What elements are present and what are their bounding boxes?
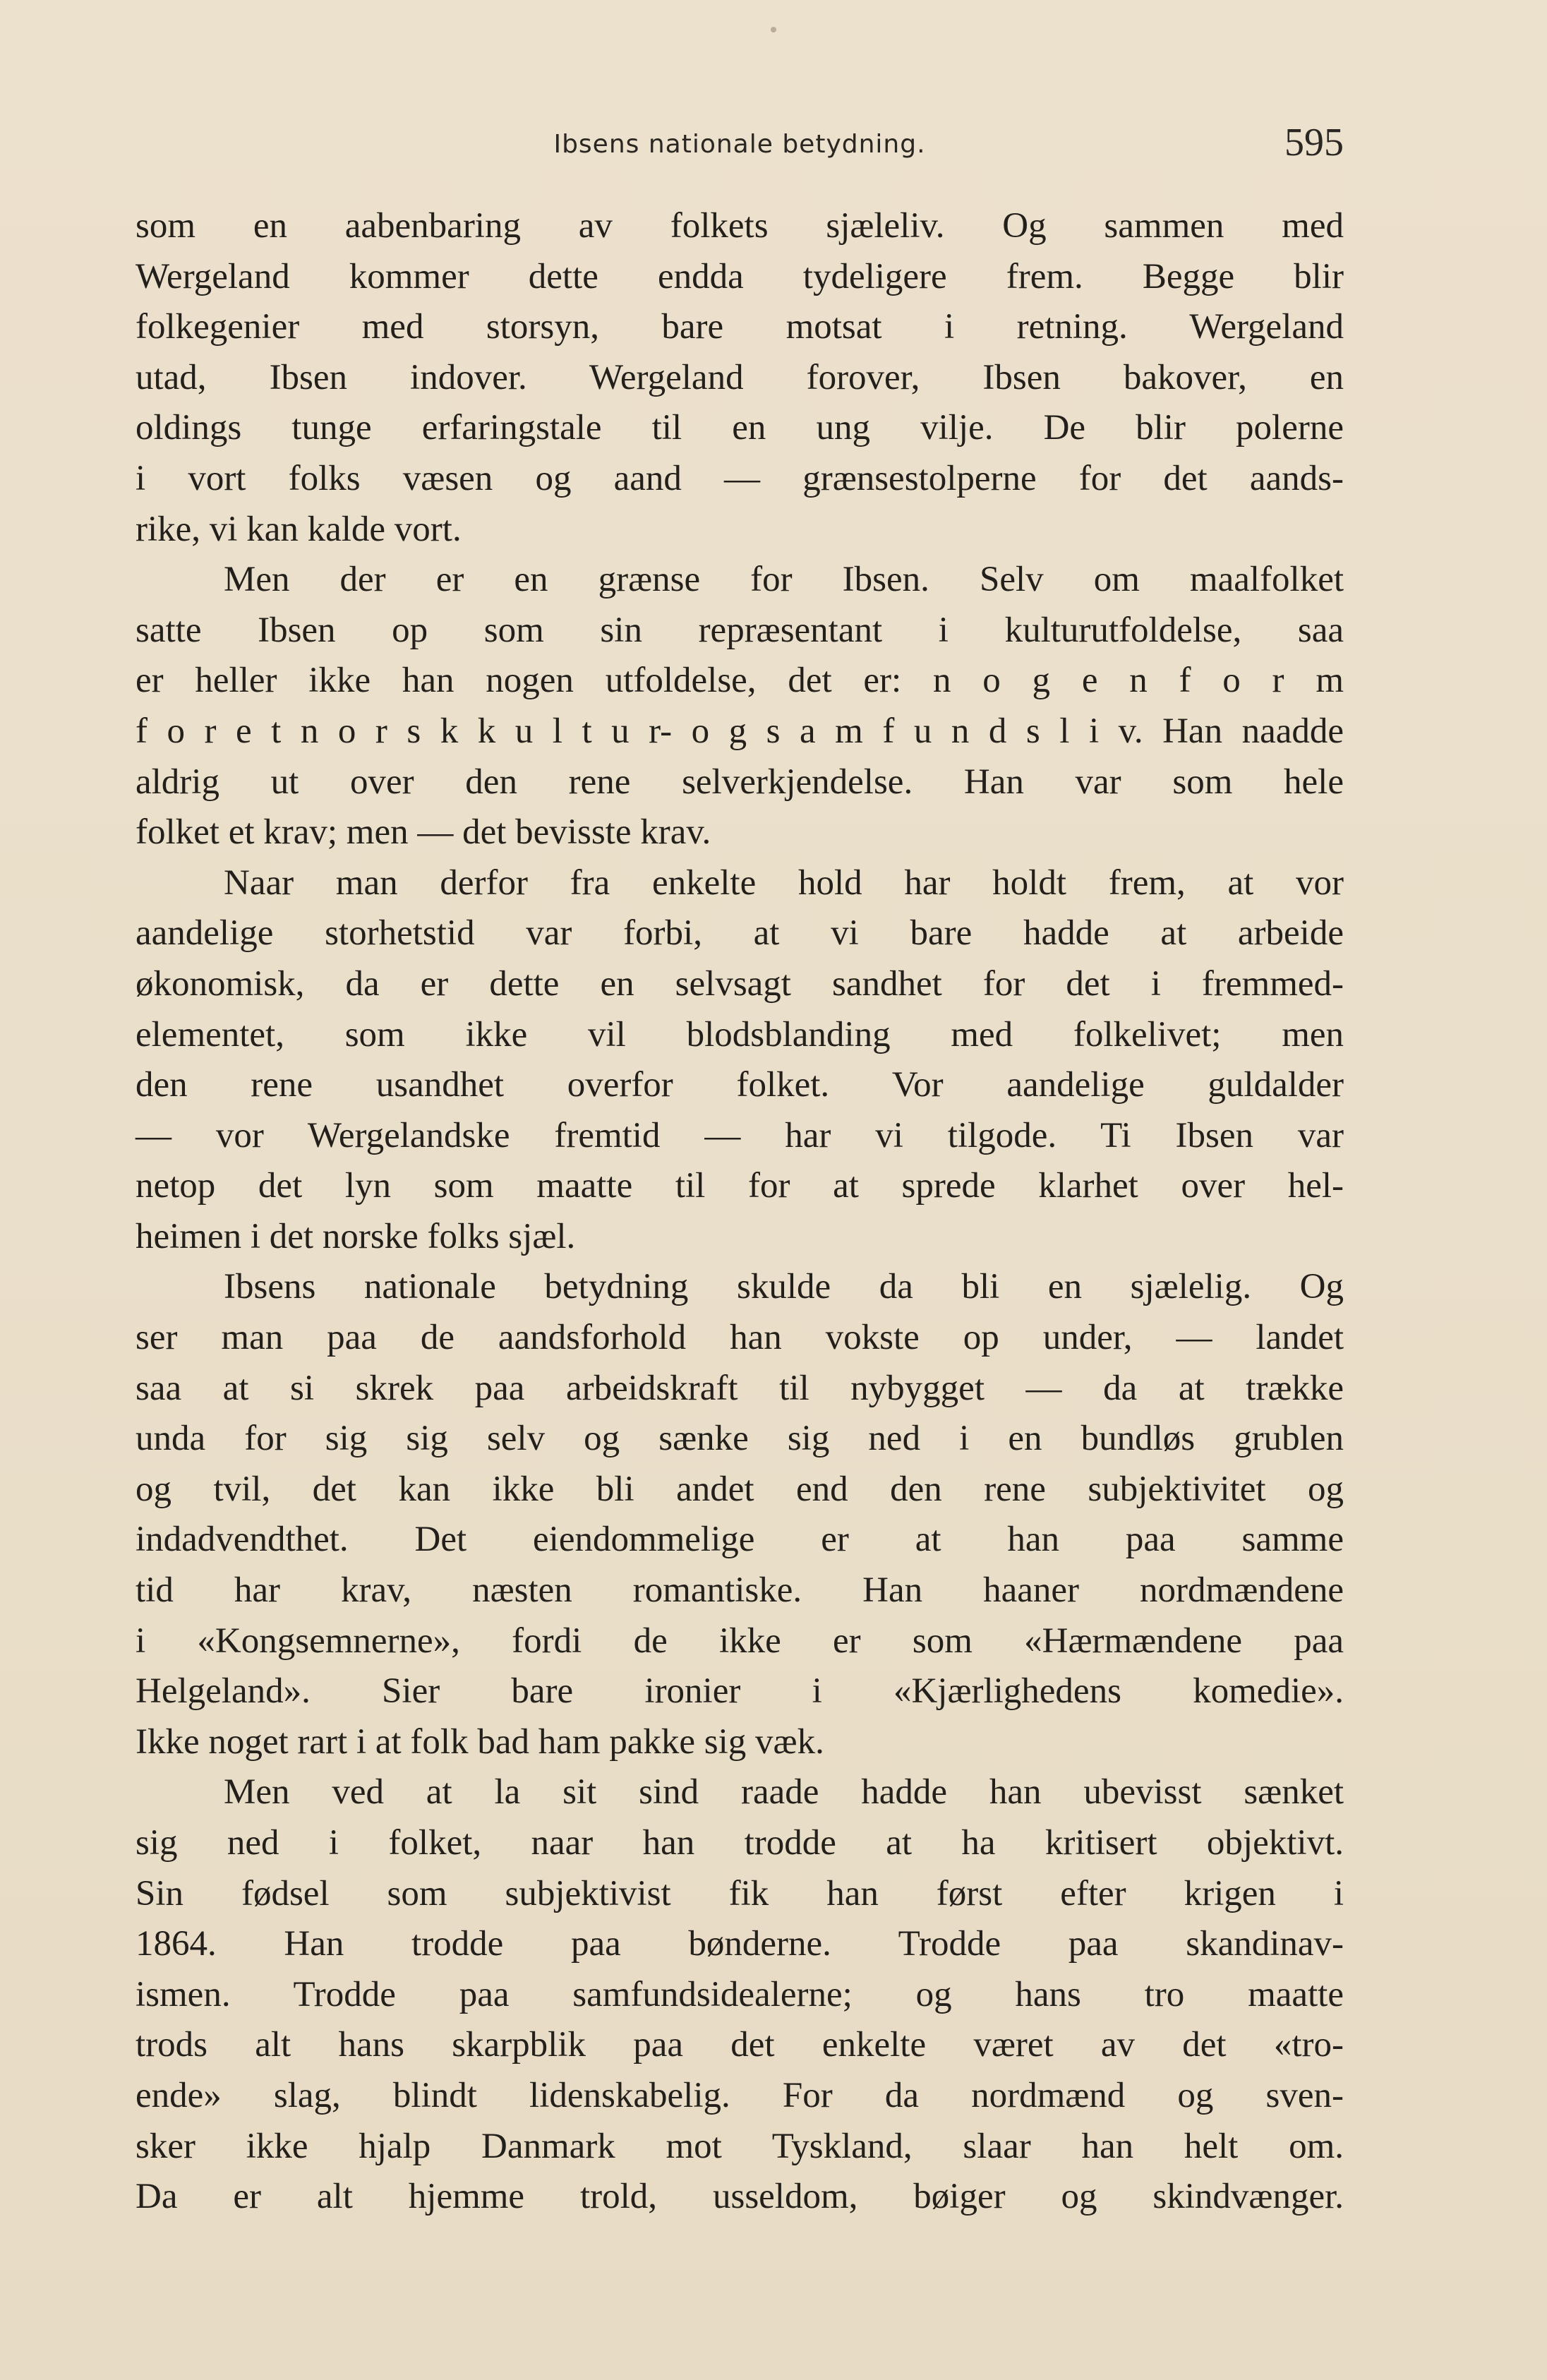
text-line: utad, Ibsen indover. Wergeland forover, Ibsen bakover, en [136, 357, 1344, 397]
text-line: 1864. Han trodde paa bønderne. Trodde paa skandinav- [136, 1924, 1344, 1964]
text-line: Helgeland». Sier bare ironier i «Kjærlighedens komedie». [136, 1671, 1344, 1712]
body-text [136, 201, 1344, 2223]
text-line: oldings tunge erfaringstale til en ung vilje. De blir polerne [136, 408, 1344, 448]
text-line: elementet, som ikke vil blodsblanding med folkelivet; men [136, 1014, 1344, 1054]
text-line: sig ned i folket, naar han trodde at ha kritisert objektivt. [136, 1823, 1344, 1863]
text-line: Ibsens nationale betydning skulde da bli en sjælelig. Og [224, 1267, 1344, 1307]
text-line: i vort folks væsen og aand — grænsestolperne for det aands- [136, 458, 1344, 498]
page-number: 595 [1284, 121, 1344, 164]
text-line: i «Kongsemnerne», fordi de ikke er som «Hærmændene paa [136, 1621, 1344, 1661]
text-line: — vor Wergelandske fremtid — har vi tilgode. Ti Ibsen var [136, 1115, 1344, 1155]
text-line: folkegenier med storsyn, bare motsat i retning. Wergeland [136, 307, 1344, 347]
text-line: heimen i det norske folks sjæl. [136, 1216, 576, 1256]
text-line: f o r e t n o r s k k u l t u r- o g s a m f u n d s l i v. Han naadde [136, 711, 1344, 751]
text-line: Men ved at la sit sind raade hadde han ubevisst sænket [224, 1772, 1344, 1813]
text-line: Sin fødsel som subjektivist fik han først efter krigen i [136, 1873, 1344, 1913]
text-line: Ikke noget rart i at folk bad ham pakke sig væk. [136, 1721, 824, 1762]
text-line: og tvil, det kan ikke bli andet end den rene subjektivitet og [136, 1469, 1344, 1509]
print-speck [771, 27, 776, 32]
text-line: som en aabenbaring av folkets sjæleliv. Og sammen med [136, 206, 1344, 246]
text-line: netop det lyn som maatte til for at sprede klarhet over hel- [136, 1166, 1344, 1206]
text-line: sker ikke hjalp Danmark mot Tyskland, slaar han helt om. [136, 2126, 1344, 2166]
text-line: rike, vi kan kalde vort. [136, 509, 462, 549]
text-line: satte Ibsen op som sin repræsentant i kulturutfoldelse, saa [136, 610, 1344, 650]
text-line: tid har krav, næsten romantiske. Han haaner nordmændene [136, 1570, 1344, 1611]
text-line: trods alt hans skarpblik paa det enkelte været av det «tro- [136, 2025, 1344, 2065]
text-line: ismen. Trodde paa samfundsidealerne; og hans tro maatte [136, 1974, 1344, 2014]
text-line: Naar man derfor fra enkelte hold har holdt frem, at vor [224, 863, 1344, 903]
text-line: indadvendthet. Det eiendommelige er at han paa samme [136, 1520, 1344, 1560]
text-line: Wergeland kommer dette endda tydeligere frem. Begge blir [136, 256, 1344, 296]
text-line: er heller ikke han nogen utfoldelse, det er: n o g e n f o r m [136, 661, 1344, 701]
text-line: ende» slag, blindt lidenskabelig. For da nordmænd og sven- [136, 2075, 1344, 2115]
text-line: ser man paa de aandsforhold han vokste op under, — landet [136, 1318, 1344, 1358]
text-line: den rene usandhet overfor folket. Vor aandelige guldalder [136, 1065, 1344, 1105]
text-line: økonomisk, da er dette en selvsagt sandhet for det i fremmed- [136, 963, 1344, 1004]
running-head-title: Ibsens nationale betydning. [553, 130, 926, 159]
text-line: Men der er en grænse for Ibsen. Selv om maalfolket [224, 560, 1344, 600]
text-line: saa at si skrek paa arbeidskraft til nybygget — da at trække [136, 1368, 1344, 1408]
text-line: aandelige storhetstid var forbi, at vi bare hadde at arbeide [136, 913, 1344, 954]
text-line: unda for sig sig selv og sænke sig ned i en bundløs grublen [136, 1419, 1344, 1459]
running-head [136, 120, 1344, 169]
text-line: aldrig ut over den rene selverkjendelse. Han var som hele [136, 762, 1344, 802]
text-line: folket et krav; men — det bevisste krav. [136, 812, 711, 853]
text-line: Da er alt hjemme trold, usseldom, bøiger og skindvænger. [136, 2177, 1344, 2217]
